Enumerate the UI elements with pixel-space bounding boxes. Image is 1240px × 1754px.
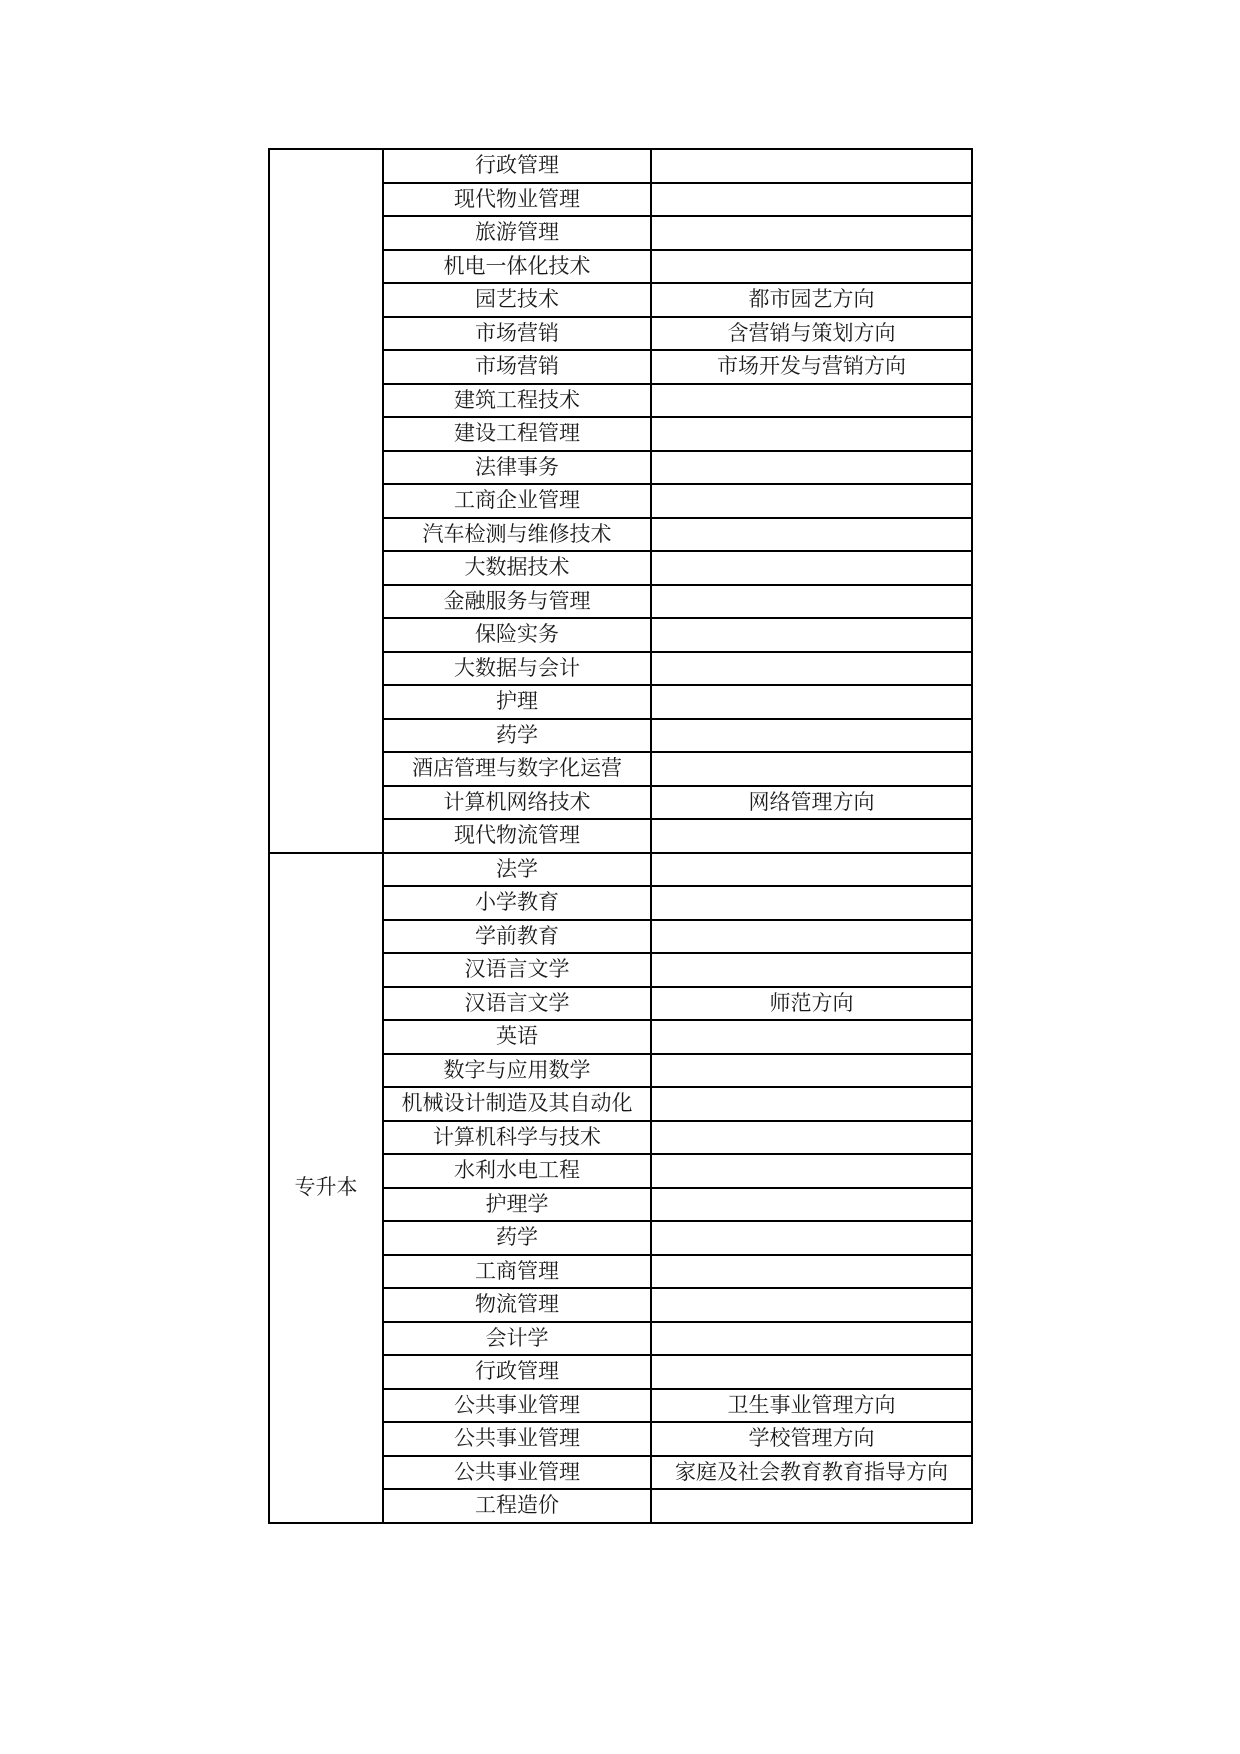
major-cell: 水利水电工程 xyxy=(383,1154,651,1188)
major-cell: 公共事业管理 xyxy=(383,1389,651,1423)
major-cell: 工商企业管理 xyxy=(383,484,651,518)
direction-cell: 都市园艺方向 xyxy=(651,283,972,317)
major-cell: 会计学 xyxy=(383,1322,651,1356)
major-cell: 市场营销 xyxy=(383,317,651,351)
major-cell: 工商管理 xyxy=(383,1255,651,1289)
table-row xyxy=(269,149,972,183)
program-table xyxy=(268,148,973,1524)
level-cell: 专升本 xyxy=(269,853,383,1523)
table-row xyxy=(269,853,972,887)
direction-cell xyxy=(651,518,972,552)
direction-cell xyxy=(651,652,972,686)
direction-cell xyxy=(651,1221,972,1255)
major-cell: 大数据与会计 xyxy=(383,652,651,686)
direction-cell xyxy=(651,1188,972,1222)
direction-cell: 网络管理方向 xyxy=(651,786,972,820)
direction-cell xyxy=(651,618,972,652)
direction-cell xyxy=(651,1355,972,1389)
major-cell: 计算机网络技术 xyxy=(383,786,651,820)
direction-cell xyxy=(651,1054,972,1088)
major-cell: 法学 xyxy=(383,853,651,887)
direction-cell xyxy=(651,1087,972,1121)
major-cell: 药学 xyxy=(383,1221,651,1255)
direction-cell: 卫生事业管理方向 xyxy=(651,1389,972,1423)
direction-cell xyxy=(651,752,972,786)
direction-cell xyxy=(651,250,972,284)
direction-cell xyxy=(651,451,972,485)
major-cell: 现代物业管理 xyxy=(383,183,651,217)
major-cell: 小学教育 xyxy=(383,886,651,920)
direction-cell xyxy=(651,551,972,585)
major-cell: 建设工程管理 xyxy=(383,417,651,451)
major-cell: 汽车检测与维修技术 xyxy=(383,518,651,552)
direction-cell xyxy=(651,484,972,518)
major-cell: 旅游管理 xyxy=(383,216,651,250)
direction-cell xyxy=(651,819,972,853)
direction-cell xyxy=(651,1154,972,1188)
direction-cell: 家庭及社会教育教育指导方向 xyxy=(651,1456,972,1490)
major-cell: 英语 xyxy=(383,1020,651,1054)
major-cell: 大数据技术 xyxy=(383,551,651,585)
direction-cell xyxy=(651,216,972,250)
major-cell: 法律事务 xyxy=(383,451,651,485)
major-cell: 计算机科学与技术 xyxy=(383,1121,651,1155)
major-cell: 工程造价 xyxy=(383,1489,651,1523)
major-cell: 机电一体化技术 xyxy=(383,250,651,284)
major-cell: 护理 xyxy=(383,685,651,719)
major-cell: 建筑工程技术 xyxy=(383,384,651,418)
direction-cell xyxy=(651,685,972,719)
major-cell: 行政管理 xyxy=(383,149,651,183)
direction-cell xyxy=(651,853,972,887)
major-cell: 汉语言文学 xyxy=(383,987,651,1021)
major-cell: 园艺技术 xyxy=(383,283,651,317)
direction-cell xyxy=(651,1020,972,1054)
major-cell: 行政管理 xyxy=(383,1355,651,1389)
major-cell: 机械设计制造及其自动化 xyxy=(383,1087,651,1121)
major-cell: 汉语言文学 xyxy=(383,953,651,987)
major-cell: 保险实务 xyxy=(383,618,651,652)
major-cell: 酒店管理与数字化运营 xyxy=(383,752,651,786)
direction-cell xyxy=(651,1288,972,1322)
direction-cell xyxy=(651,1255,972,1289)
direction-cell xyxy=(651,1121,972,1155)
major-cell: 护理学 xyxy=(383,1188,651,1222)
major-cell: 金融服务与管理 xyxy=(383,585,651,619)
level-cell xyxy=(269,149,383,853)
direction-cell xyxy=(651,417,972,451)
major-cell: 公共事业管理 xyxy=(383,1456,651,1490)
direction-cell xyxy=(651,886,972,920)
major-cell: 公共事业管理 xyxy=(383,1422,651,1456)
major-cell: 学前教育 xyxy=(383,920,651,954)
direction-cell xyxy=(651,1489,972,1523)
direction-cell xyxy=(651,384,972,418)
direction-cell: 师范方向 xyxy=(651,987,972,1021)
direction-cell xyxy=(651,149,972,183)
direction-cell: 学校管理方向 xyxy=(651,1422,972,1456)
direction-cell: 含营销与策划方向 xyxy=(651,317,972,351)
direction-cell xyxy=(651,953,972,987)
direction-cell xyxy=(651,719,972,753)
direction-cell xyxy=(651,585,972,619)
direction-cell xyxy=(651,183,972,217)
major-cell: 物流管理 xyxy=(383,1288,651,1322)
direction-cell xyxy=(651,920,972,954)
major-cell: 药学 xyxy=(383,719,651,753)
major-cell: 数字与应用数学 xyxy=(383,1054,651,1088)
major-cell: 市场营销 xyxy=(383,350,651,384)
direction-cell: 市场开发与营销方向 xyxy=(651,350,972,384)
program-table-wrapper xyxy=(268,148,973,1524)
major-cell: 现代物流管理 xyxy=(383,819,651,853)
direction-cell xyxy=(651,1322,972,1356)
